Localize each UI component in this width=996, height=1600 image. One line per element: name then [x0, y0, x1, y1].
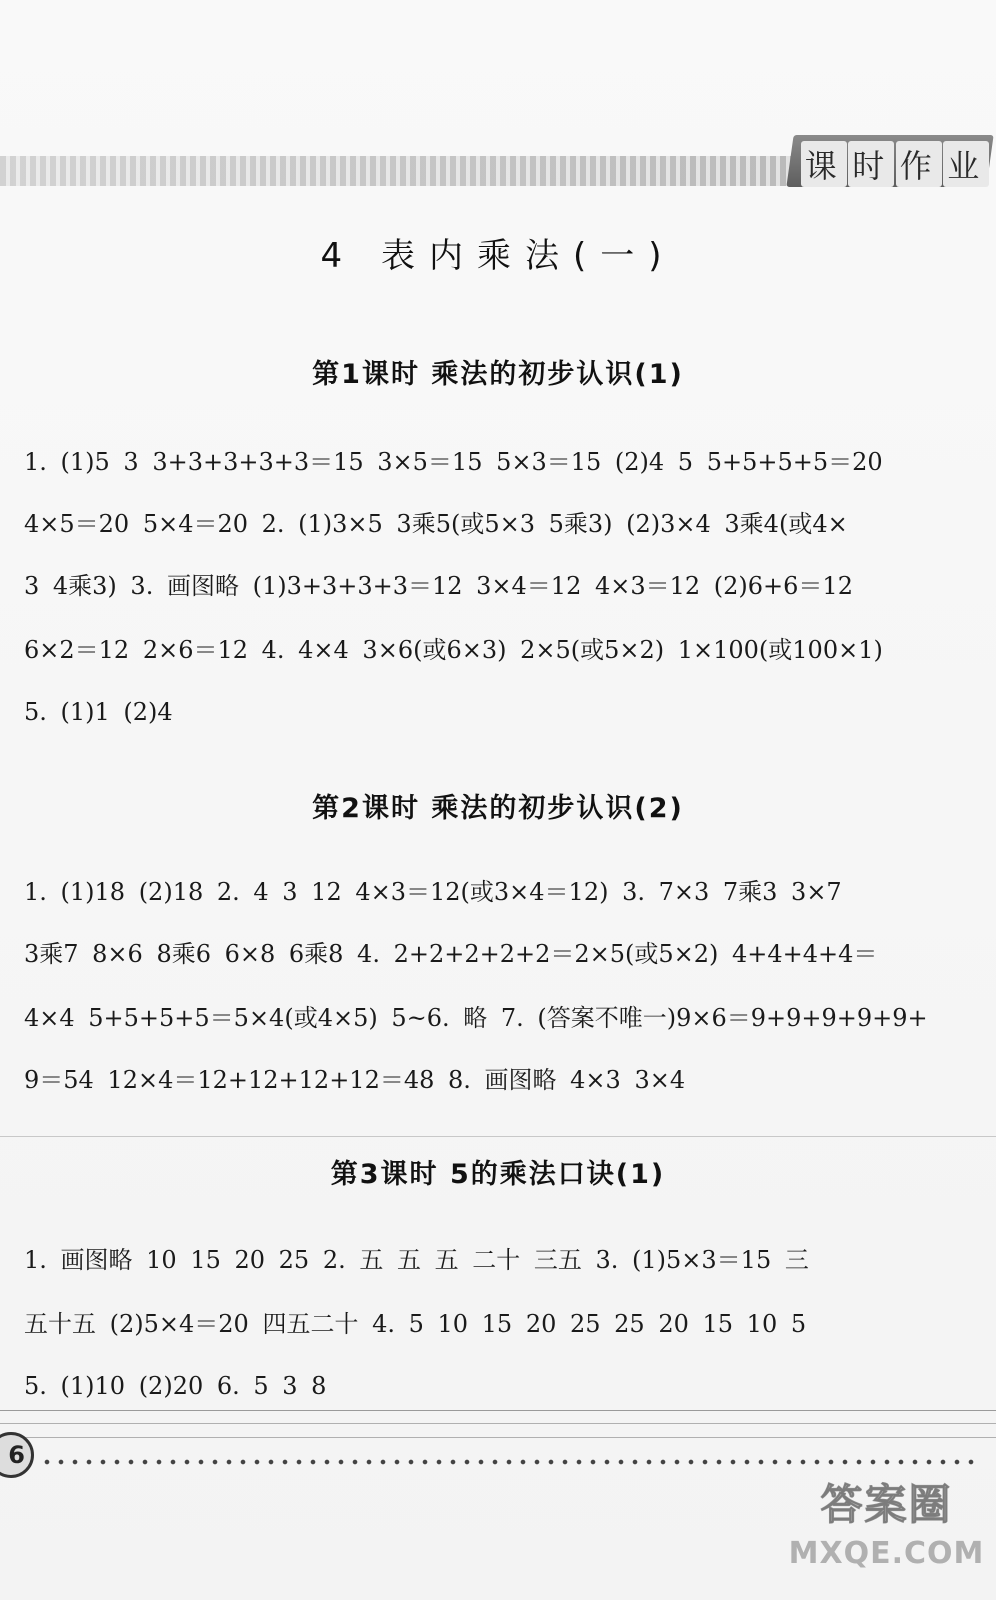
header-tab-char: 课	[801, 141, 847, 187]
answer-line: 9＝54 12×4＝12+12+12+12＝48 8. 画图略 4×3 3×4	[24, 1066, 686, 1094]
section-divider	[0, 1136, 996, 1137]
watermark-cn: 答案圈	[820, 1480, 953, 1529]
header-tab-char: 业	[943, 141, 989, 187]
answer-line: 6×2＝12 2×6＝12 4. 4×4 3×6(或6×3) 2×5(或5×2) 1×100(或100×1)	[24, 636, 883, 664]
answer-line: 1. (1)5 3 3+3+3+3+3＝15 3×5＝15 5×3＝15 (2)4 5 5+5+5+5＝20	[24, 448, 883, 476]
watermark-logo	[784, 1476, 989, 1594]
footer-dot-border	[40, 1456, 980, 1468]
answer-line: 3乘7 8×6 8乘6 6×8 6乘8 4. 2+2+2+2+2＝2×5(或5×2) 4+4+4+4＝	[24, 940, 878, 968]
answer-line: 4×4 5+5+5+5＝5×4(或4×5) 5~6. 略 7. (答案不唯一)9×6＝9+9+9+9+9+	[24, 1004, 928, 1032]
answer-line: 5. (1)10 (2)20 6. 5 3 8	[24, 1372, 327, 1400]
answer-line: 1. 画图略 10 15 20 25 2. 五 五 五 二十 三五 3. (1)5×3＝15 三	[24, 1246, 809, 1274]
lesson-title-1: 第1课时 乘法的初步认识(1)	[312, 359, 684, 390]
header-band	[0, 156, 800, 186]
answer-line: 五十五 (2)5×4＝20 四五二十 4. 5 10 15 20 25 25 20 15 10 5	[24, 1310, 807, 1338]
lesson-title-3: 第3课时 5的乘法口诀(1)	[330, 1159, 666, 1190]
header-tab-label	[800, 138, 990, 190]
answer-line: 3 4乘3) 3. 画图略 (1)3+3+3+3＝12 3×4＝12 4×3＝12 (2)6+6＝12	[24, 572, 853, 600]
lesson-title-2: 第2课时 乘法的初步认识(2)	[312, 793, 684, 824]
watermark-en: MXQE.COM	[788, 1536, 985, 1571]
header-tab-char: 作	[896, 141, 942, 187]
chapter-title: 4 表内乘法(一)	[320, 236, 676, 276]
header-tab-char: 时	[848, 141, 894, 187]
footer-rule-lines	[0, 1410, 996, 1451]
page-number: 6	[0, 1432, 34, 1478]
answer-line: 4×5＝20 5×4＝20 2. (1)3×5 3乘5(或5×3 5乘3) (2)3×4 3乘4(或4×	[24, 510, 848, 538]
answer-line: 1. (1)18 (2)18 2. 4 3 12 4×3＝12(或3×4＝12) 3. 7×3 7乘3 3×7	[24, 878, 842, 906]
answer-line: 5. (1)1 (2)4	[24, 698, 173, 726]
